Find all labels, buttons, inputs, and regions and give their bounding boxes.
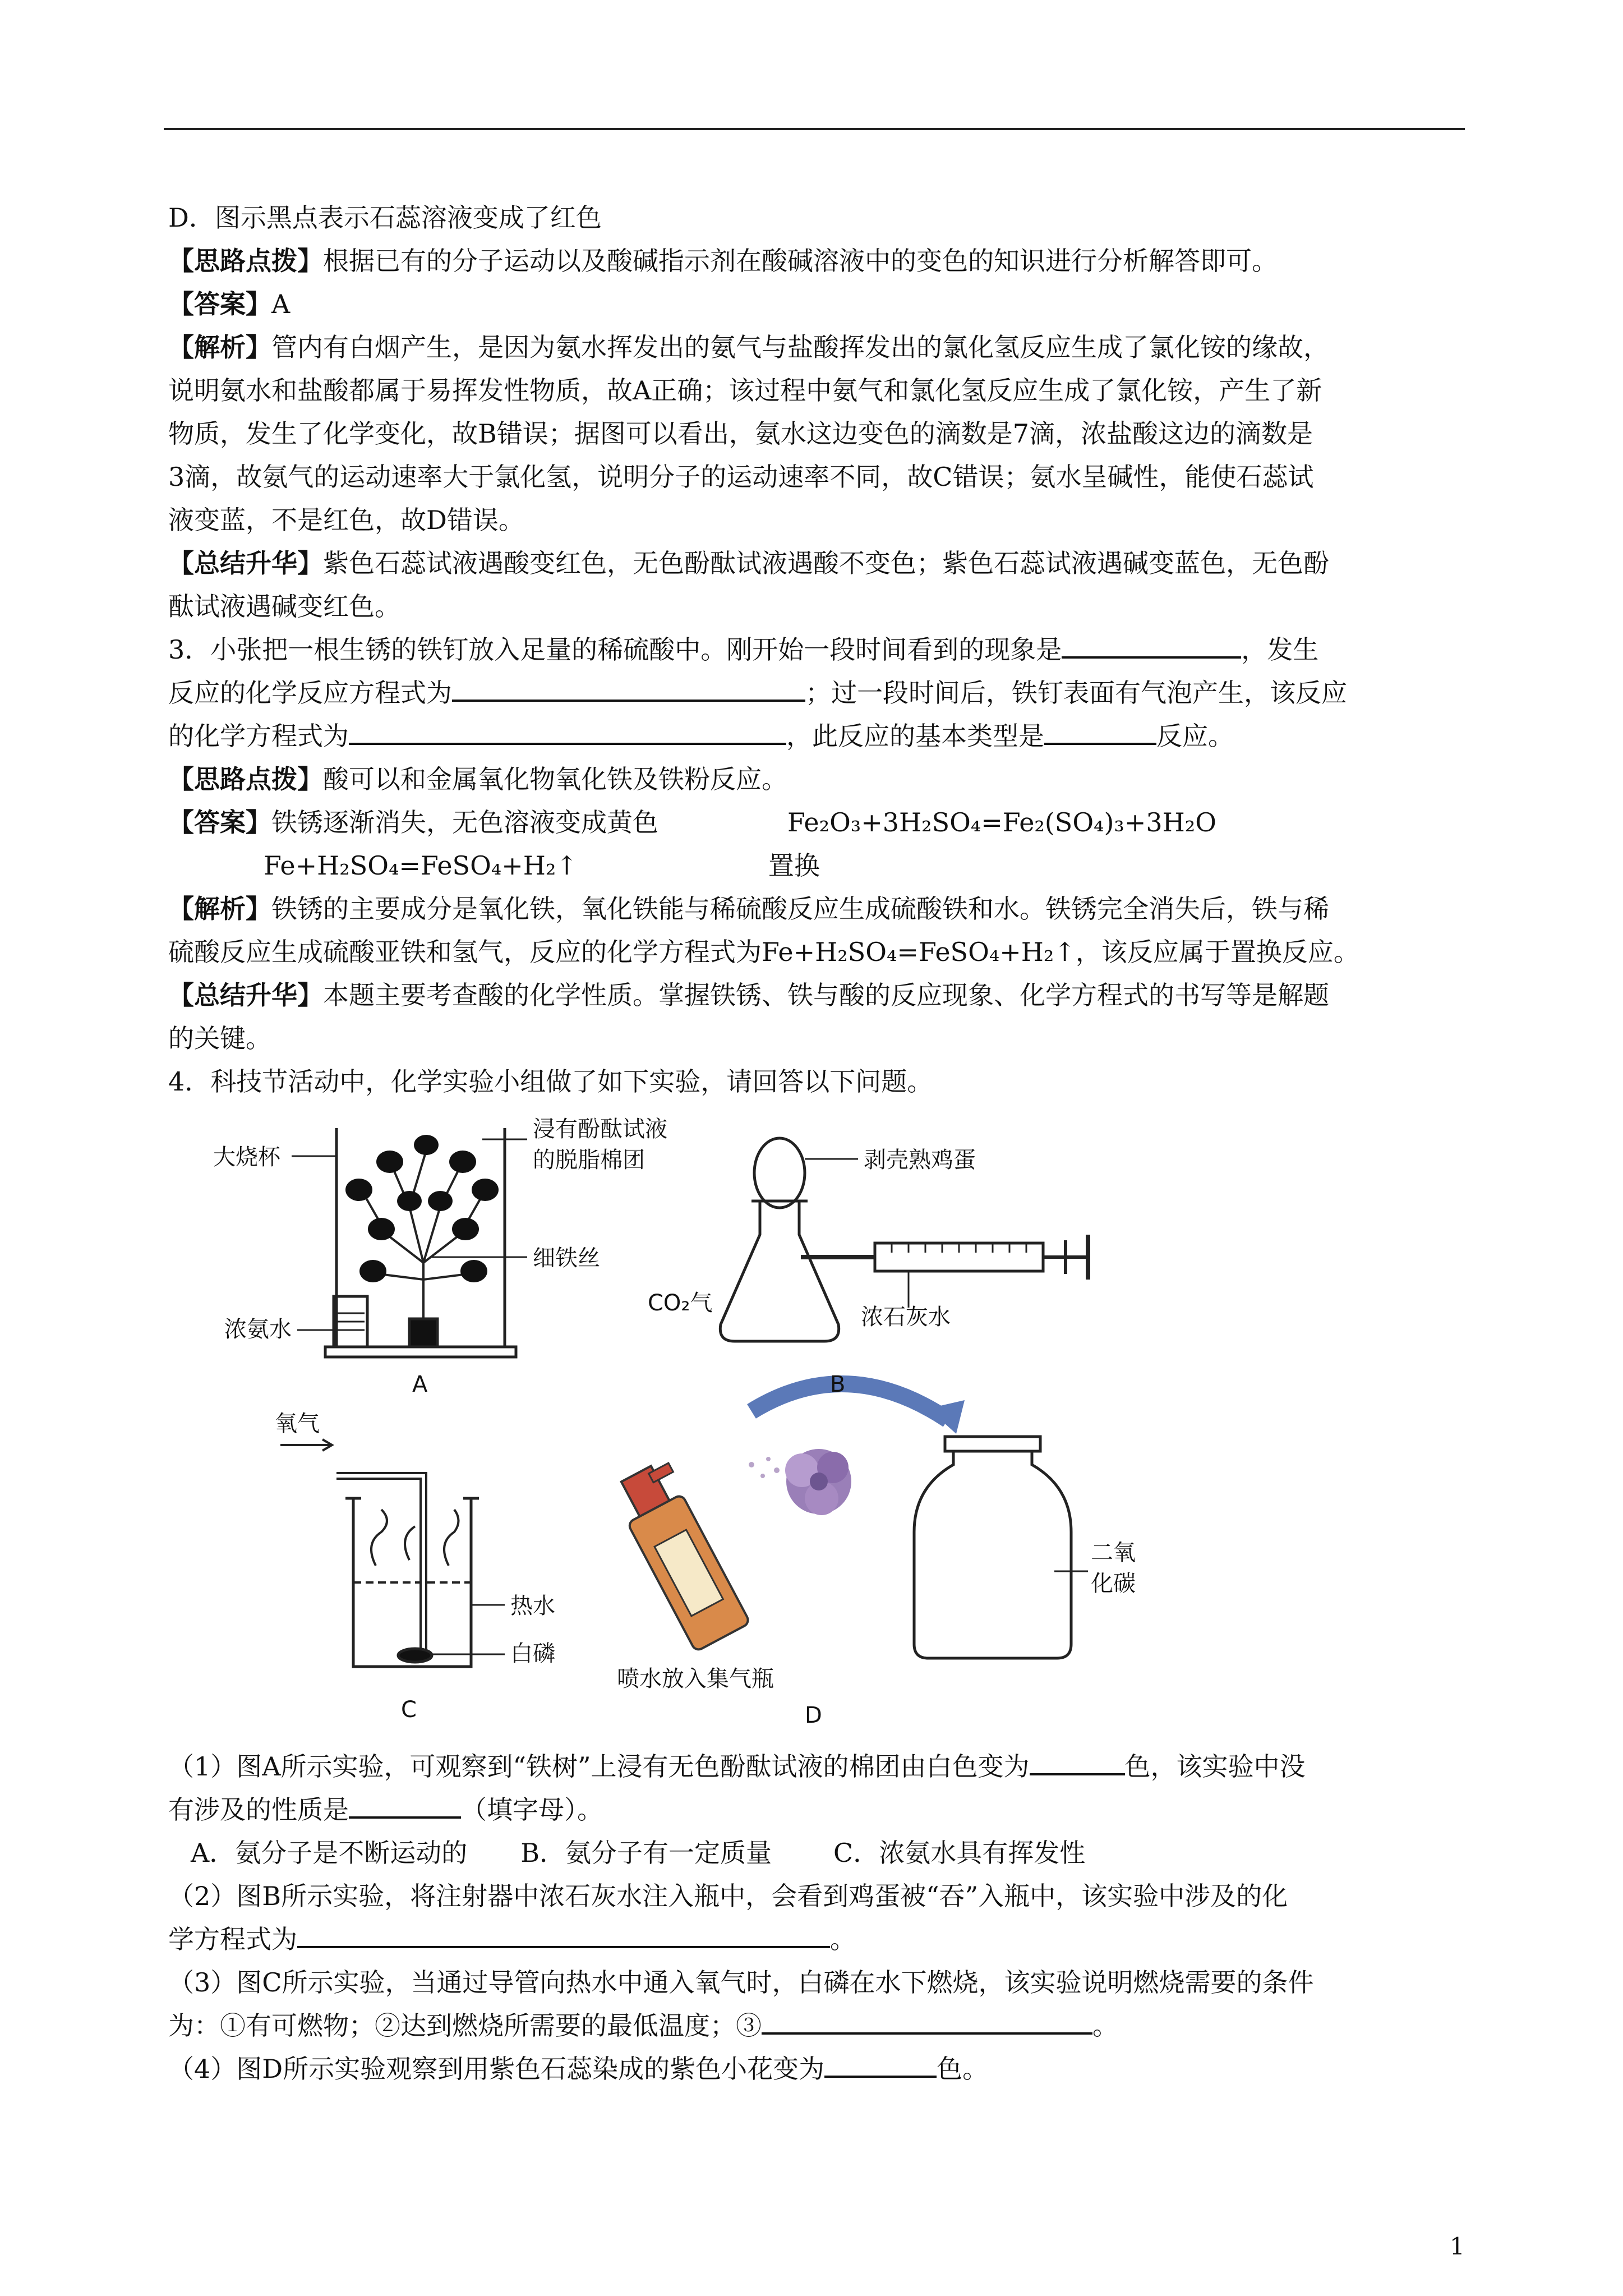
label-spray: 喷水放入集气瓶 xyxy=(617,1666,774,1692)
q4-sub2 xyxy=(168,1875,1458,1961)
peeled-egg xyxy=(754,1138,805,1208)
q4-text: 学方程式为 xyxy=(168,1924,297,1954)
q3-answer xyxy=(168,801,1458,887)
label-oxygen: 氧气 xyxy=(275,1411,320,1437)
q4-text: 。 xyxy=(830,1924,856,1954)
q4-text: （4）图D所示实验观察到用紫色石蕊染成的紫色小花变为 xyxy=(168,2054,825,2084)
q4-stem: 4．科技节活动中，化学实验小组做了如下实验，请回答以下问题。 xyxy=(168,1066,933,1097)
answer-equation: Fe₂O₃+3H₂SO₄=Fe₂(SO₄)₃+3H₂O xyxy=(787,807,1216,838)
label-co2-gas: CO₂气 xyxy=(648,1290,713,1316)
answer-equation: Fe+H₂SO₄=FeSO₄+H₂↑ xyxy=(264,850,578,881)
smoke-2 xyxy=(405,1526,415,1560)
stand-block xyxy=(409,1319,437,1347)
smoke-1 xyxy=(371,1510,387,1566)
analysis-line: 铁锈的主要成分是氧化铁，氧化铁能与稀硫酸反应生成硫酸铁和水。铁锈完全消失后，铁与稀 xyxy=(271,894,1329,924)
label-lime: 浓石灰水 xyxy=(861,1304,951,1330)
q4-text: （填字母）。 xyxy=(461,1795,603,1825)
answer-text: A xyxy=(271,289,291,319)
answer-label: 【答案】 xyxy=(168,807,271,838)
answer-blank[interactable] xyxy=(1062,628,1241,659)
answer-text: 置换 xyxy=(768,850,820,881)
label-cotton-1: 浸有酚酞试液 xyxy=(533,1116,667,1142)
q4-text: （1）图A所示实验，可观察到“铁树”上浸有无色酚酞试液的棉团由白色变为 xyxy=(168,1751,1030,1782)
analysis-line: 说明氨水和盐酸都属于易挥发性物质，故A正确；该过程中氨气和氯化氢反应生成了氯化铵，产生了新 xyxy=(168,375,1322,406)
label-co2-1: 二氧 xyxy=(1091,1540,1136,1566)
figure-c-label: C xyxy=(401,1697,417,1723)
label-ammonia: 浓氨水 xyxy=(224,1317,292,1342)
q4-text: 为：①有可燃物；②达到燃烧所需要的最低温度；③ xyxy=(168,2010,762,2041)
spray-bottle xyxy=(609,1458,753,1651)
analysis-line: 硫酸反应生成硫酸亚铁和氢气，反应的化学方程式为Fe+H₂SO₄=FeSO₄+H₂↑，该反应属于置换反应。 xyxy=(168,937,1359,967)
answer-label: 【答案】 xyxy=(168,289,271,319)
analysis-line: 管内有白烟产生，是因为氨水挥发出的氨气与盐酸挥发出的氯化氢反应生成了氯化铵的缘故， xyxy=(271,332,1329,362)
q3-text: 3．小张把一根生锈的铁钉放入足量的稀硫酸中。刚开始一段时间看到的现象是 xyxy=(168,634,1062,665)
option-b: B．氨分子有一定质量 xyxy=(520,1838,772,1868)
option-a: A．氨分子是不断运动的 xyxy=(191,1838,468,1868)
q4-text: 色，该实验中没 xyxy=(1124,1751,1306,1782)
figure-a xyxy=(292,1128,527,1357)
q4-options xyxy=(168,1832,1458,1875)
gas-jar xyxy=(914,1437,1088,1658)
analysis-label: 【解析】 xyxy=(168,332,271,362)
q3-analysis xyxy=(168,887,1458,974)
tip-text: 酸可以和金属氧化物氧化铁及铁粉反应。 xyxy=(323,764,787,794)
answer-text: 铁锈逐渐消失，无色溶液变成黄色 xyxy=(271,807,658,838)
analysis-line: 液变蓝，不是红色，故D错误。 xyxy=(168,505,524,535)
q3-text: ；过一段时间后，铁钉表面有气泡产生，该反应 xyxy=(805,678,1347,708)
answer-blank[interactable] xyxy=(762,2004,1092,2035)
q3-stem xyxy=(168,628,1458,758)
q4-sub4 xyxy=(168,2047,1458,2091)
q4-sub3 xyxy=(168,1961,1458,2047)
q3-text: 反应。 xyxy=(1156,721,1234,751)
q4-text: 。 xyxy=(1092,2010,1118,2041)
summary-label: 【总结升华】 xyxy=(168,980,323,1010)
figure-d xyxy=(609,1384,1088,1658)
summary-line: 本题主要考查酸的化学性质。掌握铁锈、铁与酸的反应现象、化学方程式的书写等是解题 xyxy=(323,980,1329,1010)
document-body xyxy=(168,196,1458,2091)
label-hot-water: 热水 xyxy=(510,1593,555,1619)
figure-d-label: D xyxy=(805,1703,822,1728)
q4-text: （3）图C所示实验，当通过导管向热水中通入氧气时，白磷在水下燃烧，该实验说明燃烧需要的条件 xyxy=(168,1967,1314,1998)
beaker-base xyxy=(325,1347,516,1357)
q2-option-d: D．图示黑点表示石蕊溶液变成了红色 xyxy=(168,203,602,233)
q2-tip xyxy=(168,240,1458,283)
q4-text: 有涉及的性质是 xyxy=(168,1795,349,1825)
tip-text: 根据已有的分子运动以及酸碱指示剂在酸碱溶液中的变色的知识进行分析解答即可。 xyxy=(323,246,1278,276)
label-cotton-2: 的脱脂棉团 xyxy=(533,1147,645,1173)
label-wire: 细铁丝 xyxy=(533,1245,600,1271)
option-c: C．浓氨水具有挥发性 xyxy=(833,1838,1086,1868)
q3-text: 反应的化学反应方程式为 xyxy=(168,678,452,708)
q3-text: ，发生 xyxy=(1241,634,1319,665)
label-phosphorus: 白磷 xyxy=(510,1641,555,1667)
q3-summary xyxy=(168,974,1458,1060)
answer-blank[interactable] xyxy=(1044,715,1156,745)
analysis-label: 【解析】 xyxy=(168,894,271,924)
figure-labels xyxy=(213,1116,1136,1728)
white-phosphorus xyxy=(398,1649,432,1662)
q2-summary xyxy=(168,542,1458,628)
flask xyxy=(720,1201,838,1341)
answer-blank[interactable] xyxy=(452,671,805,702)
q2-analysis xyxy=(168,326,1458,542)
q2-answer xyxy=(168,283,1458,326)
q3-text: ，此反应的基本类型是 xyxy=(786,721,1044,751)
analysis-line: 物质，发生了化学变化，故B错误；据图可以看出，氨水这边变色的滴数是7滴，浓盐酸这边的滴数是 xyxy=(168,418,1313,449)
q3-tip xyxy=(168,758,1458,801)
spray-mist xyxy=(749,1457,780,1478)
gas-tube xyxy=(336,1476,423,1653)
answer-blank[interactable] xyxy=(1030,1745,1125,1775)
syringe-ticks xyxy=(892,1243,1026,1253)
summary-line: 的关键。 xyxy=(168,1023,271,1053)
figure-c xyxy=(280,1439,505,1667)
page-number: 1 xyxy=(1450,2233,1465,2260)
header-rule xyxy=(164,128,1465,130)
q4-sub1 xyxy=(168,1745,1458,1832)
smoke-3 xyxy=(444,1510,459,1566)
experiment-figures xyxy=(168,1106,1458,1745)
answer-blank[interactable] xyxy=(349,715,786,745)
q3-text: 的化学方程式为 xyxy=(168,721,349,751)
figure-b-label: B xyxy=(830,1372,846,1397)
tip-label: 【思路点拨】 xyxy=(168,764,323,794)
label-co2-2: 化碳 xyxy=(1091,1571,1136,1596)
answer-blank[interactable] xyxy=(824,2047,937,2078)
answer-blank[interactable] xyxy=(297,1918,830,1948)
purple-flower xyxy=(785,1449,851,1515)
q4-text: （2）图B所示实验，将注射器中浓石灰水注入瓶中，会看到鸡蛋被“吞”入瓶中，该实验中涉及的化 xyxy=(168,1881,1288,1911)
label-egg: 剥壳熟鸡蛋 xyxy=(864,1147,976,1173)
tip-label: 【思路点拨】 xyxy=(168,246,323,276)
figures-svg xyxy=(168,1106,1458,1745)
analysis-line: 3滴，故氨气的运动速率大于氯化氢，说明分子的运动速率不同，故C错误；氨水呈碱性，能使石蕊试 xyxy=(168,462,1314,492)
summary-line: 紫色石蕊试液遇酸变红色，无色酚酞试液遇酸不变色；紫色石蕊试液遇碱变蓝色，无色酚 xyxy=(323,548,1329,578)
label-beaker: 大烧杯 xyxy=(213,1144,280,1170)
summary-label: 【总结升华】 xyxy=(168,548,323,578)
figure-a-label: A xyxy=(412,1372,428,1397)
summary-line: 酞试液遇碱变红色。 xyxy=(168,591,400,622)
q4-text: 色。 xyxy=(937,2054,989,2084)
answer-blank[interactable] xyxy=(349,1788,461,1819)
transfer-arrow xyxy=(751,1384,948,1420)
